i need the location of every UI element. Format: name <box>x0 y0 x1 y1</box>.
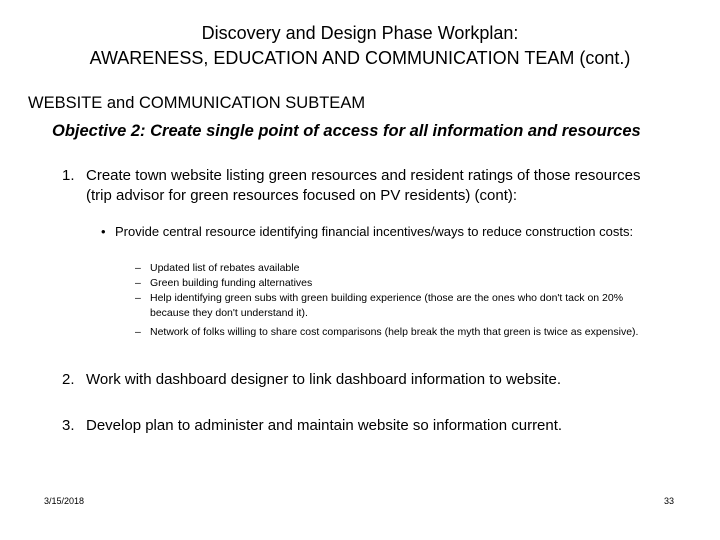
dash-mark: – <box>135 262 141 274</box>
sub-item-2 <box>135 276 650 291</box>
dash-mark: – <box>135 326 141 338</box>
sub-item-3 <box>135 291 650 321</box>
slide-title-line-2: AWARENESS, EDUCATION AND COMMUNICATION TEAM (cont.) <box>89 48 631 68</box>
item-number: 2. <box>62 371 75 388</box>
footer-date: 3/15/2018 <box>44 496 85 506</box>
dash-mark: – <box>135 292 141 304</box>
subteam-heading: WEBSITE and COMMUNICATION SUBTEAM <box>28 94 366 112</box>
item-text: Develop plan to administer and maintain website so information current. <box>86 417 563 434</box>
bullet-item <box>101 223 641 257</box>
item-number: 3. <box>62 417 75 434</box>
numbered-item-2 <box>62 370 642 390</box>
item-text: Create town website listing green resources and resident ratings of those resources (trip advisor for green resources focused on PV residents) (cont): <box>86 167 641 204</box>
page-number: 33 <box>664 496 675 506</box>
sub-item-4 <box>135 325 650 355</box>
sub-item-text: Help identifying green subs with green building experience (those are the ones who don't tack on 20% because they don't understand it). <box>150 292 624 319</box>
bullet-mark: • <box>101 224 106 239</box>
item-text: Work with dashboard designer to link dashboard information to website. <box>86 371 561 388</box>
sub-item-text: Updated list of rebates available <box>150 262 300 274</box>
objective-heading: Objective 2: Create single point of access for all information and resources <box>52 122 641 140</box>
slide-title-line-1: Discovery and Design Phase Workplan: <box>201 23 519 43</box>
sub-item-text: Network of folks willing to share cost comparisons (help break the myth that green is twice as expensive). <box>150 326 639 338</box>
sub-item-1 <box>135 261 650 276</box>
numbered-item-3 <box>62 416 642 436</box>
dash-mark: – <box>135 277 141 289</box>
item-number: 1. <box>62 167 75 184</box>
sub-item-text: Green building funding alternatives <box>150 277 313 289</box>
bullet-text: Provide central resource identifying financial incentives/ways to reduce construction costs: <box>115 224 634 239</box>
numbered-item-1 <box>62 166 642 208</box>
